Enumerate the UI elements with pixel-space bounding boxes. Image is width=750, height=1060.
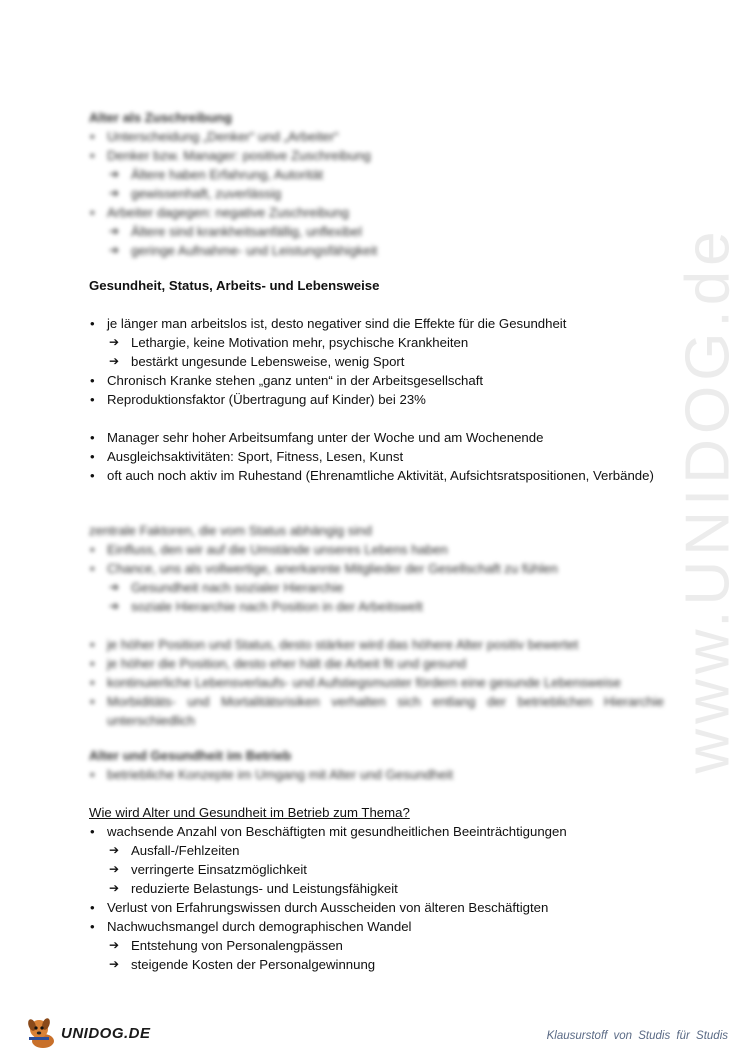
section-alter-als-zuschreibung: [89, 108, 664, 260]
list-subitem: ➔ steigende Kosten der Personalgewinnung: [89, 955, 664, 974]
list-item: • Nachwuchsmangel durch demographischen Wandel: [89, 917, 664, 936]
list-item: • Reproduktionsfaktor (Übertragung auf Kinder) bei 23%: [89, 390, 664, 409]
list-subitem: ➔ Entstehung von Personalengpässen: [89, 936, 664, 955]
list-subitem: ➔ geringe Aufnahme- und Leistungsfähigkeit: [89, 241, 664, 260]
list-subitem: ➔ Lethargie, keine Motivation mehr, psychische Krankheiten: [89, 333, 664, 352]
section-heading: Alter und Gesundheit im Betrieb: [89, 748, 292, 763]
list-item: • Arbeiter dagegen: negative Zuschreibung: [89, 203, 664, 222]
list-item: • je höher die Position, desto eher hält die Arbeit fit und gesund: [89, 654, 664, 673]
section-zentrale-faktoren: [89, 521, 664, 730]
list-subitem: ➔ gewissenhaft, zuverlässig: [89, 184, 664, 203]
list-subitem: ➔ Ältere haben Erfahrung, Autorität: [89, 165, 664, 184]
list-subitem: ➔ Ältere sind krankheitsanfällig, unflexibel: [89, 222, 664, 241]
list-subitem: ➔ Ausfall-/Fehlzeiten: [89, 841, 664, 860]
list-item: • Chronisch Kranke stehen „ganz unten“ in der Arbeitsgesellschaft: [89, 371, 664, 390]
section-heading: Wie wird Alter und Gesundheit im Betrieb zum Thema?: [89, 805, 410, 820]
list-subitem: ➔ bestärkt ungesunde Lebensweise, wenig Sport: [89, 352, 664, 371]
list-item: • wachsende Anzahl von Beschäftigten mit gesundheitlichen Beeinträchtigungen: [89, 822, 664, 841]
list-item: • Morbiditäts- und Mortalitätsrisiken verhalten sich entlang der betrieblichen Hierarchie unterschiedlich: [89, 692, 664, 730]
list-subitem: ➔ verringerte Einsatzmöglichkeit: [89, 860, 664, 879]
list-item: • Einfluss, den wir auf die Umstände unseres Lebens haben: [89, 540, 664, 559]
watermark: www.UNIDOG.de: [673, 226, 743, 774]
section-alter-gesundheit-betrieb: [89, 746, 664, 784]
dog-mascot-icon: [25, 1015, 65, 1051]
list-item: • je länger man arbeitslos ist, desto negativer sind die Effekte für die Gesundheit: [89, 314, 664, 333]
list-item: • Denker bzw. Manager: positive Zuschreibung: [89, 146, 664, 165]
section-alter-thema: [89, 803, 664, 974]
list-item: • betriebliche Konzepte im Umgang mit Alter und Gesundheit: [89, 765, 664, 784]
list-subitem: ➔ soziale Hierarchie nach Position in der Arbeitswelt: [89, 597, 664, 616]
list-item: • kontinuierliche Lebensverlaufs- und Aufstiegsmuster fördern eine gesunde Lebensweise: [89, 673, 664, 692]
list-subitem: ➔ Gesundheit nach sozialer Hierarchie: [89, 578, 664, 597]
list-item: • je höher Position und Status, desto stärker wird das höhere Alter positiv bewertet: [89, 635, 664, 654]
paragraph-intro: zentrale Faktoren, die vom Status abhängig sind: [89, 523, 372, 538]
section-heading: Gesundheit, Status, Arbeits- und Lebensweise: [89, 278, 380, 293]
unidog-logo[interactable]: [25, 1015, 155, 1051]
list-item: • Unterscheidung „Denker“ und „Arbeiter“: [89, 127, 664, 146]
list-item: • Chance, uns als vollwertige, anerkannte Mitglieder der Gesellschaft zu fühlen: [89, 559, 664, 578]
list-item: • oft auch noch aktiv im Ruhestand (Ehrenamtliche Aktivität, Aufsichtsratspositionen, Verbände): [89, 466, 664, 485]
footer-tagline: Klausurstoff von Studis für Studis: [546, 1030, 728, 1042]
list-item: • Manager sehr hoher Arbeitsumfang unter der Woche und am Wochenende: [89, 428, 664, 447]
list-item: • Ausgleichsaktivitäten: Sport, Fitness, Lesen, Kunst: [89, 447, 664, 466]
list-item: • Verlust von Erfahrungswissen durch Ausscheiden von älteren Beschäftigten: [89, 898, 664, 917]
section-heading: Alter als Zuschreibung: [89, 110, 232, 125]
section-gesundheit-status: [89, 276, 664, 485]
list-subitem: ➔ reduzierte Belastungs- und Leistungsfähigkeit: [89, 879, 664, 898]
logo-text: UNIDOG.DE: [61, 1025, 151, 1042]
